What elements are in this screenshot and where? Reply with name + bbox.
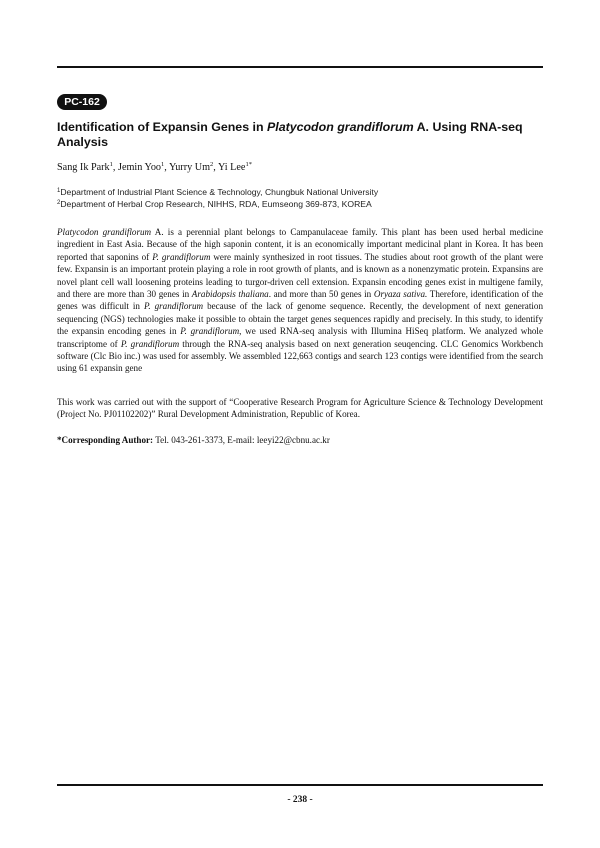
title-part2: A. Using RNA-seq Analysis [57,120,523,149]
author: Yi Lee$^{1*}$ [217,161,252,173]
abstract-text-run: through the RNA-seq analysis based on next generation seuqencing. CLC Genomics Workbench software (Clc Bio inc.) was used for assembly. We assembled 122,663 contigs and search 123 contigs were identified from the search using 61 expansin gene [57,338,543,374]
abstract-italic-run: Oryaza sativa. [373,289,428,300]
abstract-italic-run: P. grandiflorum [180,326,240,337]
author: Sang Ik Park$^1$, [57,161,118,173]
abstract-italic-run: Arabidopsis thaliana [191,289,269,300]
corresponding-author-label: *Corresponding Author: [57,435,154,445]
abstract-text-run: A. is a perennial plant belongs to Campanulaceae family. This plant has been used herbal medicine ingredient in East Asia. Because of the high saponin content, it is an economically important medicinal plant in Korea. It has been reported that saponins of [57,227,543,262]
page-number: - 238 - [287,795,313,805]
affiliation-1: $^1$Department of Industrial Plant Science & Technology, Chungbuk National University [57,187,379,197]
abstract-id-badge: PC-162 [57,94,107,110]
abstract-text-run: because of the lack of genome sequence. Recently, the development of next generation sequencing (NGS) technologies make it possible to obtain the target genes sequences rapidly and precisely. In this study, to identify the expansin encoding genes in [57,301,543,337]
title-part1: Identification of Expansin Genes in [57,120,267,134]
author-list [57,162,252,174]
abstract-text-run: . and more than 50 genes in [268,289,374,300]
affiliation-2: $^2$Department of Herbal Crop Research, NIHHS, RDA, Eumseong 369-873, KOREA [57,199,372,209]
abstract-text-run: Therefore, identification of the genes was difficult in [57,289,544,312]
paper-title [57,120,547,150]
abstract-body [57,226,543,375]
top-rule [57,66,543,68]
acknowledgement: This work was carried out with the support of “Cooperative Research Program for Agriculture Science & Technology Development (Project No. PJ01102202)” Rural Development Administration, Republic of Korea. [57,397,543,420]
abstract-italic-run: Platycodon grandiflorum [57,227,152,237]
author: Yurry Um$^2$, [168,161,218,173]
abstract-text-run: were mainly synthesized in root tissues. The studies about root growth of the plant were few. Expansin is an important protein playing a role in root growth of plants, and is known as a nonenzymatic protein. Expansins are novel plant cell wall loosening proteins leading to turgor-driven cell extension. Expansin encoding genes exist in multigene family, and there are more than 30 genes in [57,251,544,300]
title-species: Platycodon grandiflorum [266,120,414,134]
corresponding-author-contact: Tel. 043-261-3373, E-mail: leeyi22@cbnu.ac.kr [153,435,330,445]
corresponding-author [57,434,543,446]
abstract-italic-run: P. grandiflorum [120,338,180,349]
abstract-text-run: , we used RNA-seq analysis with Illumina HiSeq platform. We analyzed whole transcriptome of [57,326,543,349]
abstract-italic-run: P. grandiflorum [143,301,204,312]
abstract-italic-run: P. grandiflorum [152,251,211,262]
bottom-rule [57,784,543,786]
author: Jemin Yoo$^1$, [117,161,169,173]
